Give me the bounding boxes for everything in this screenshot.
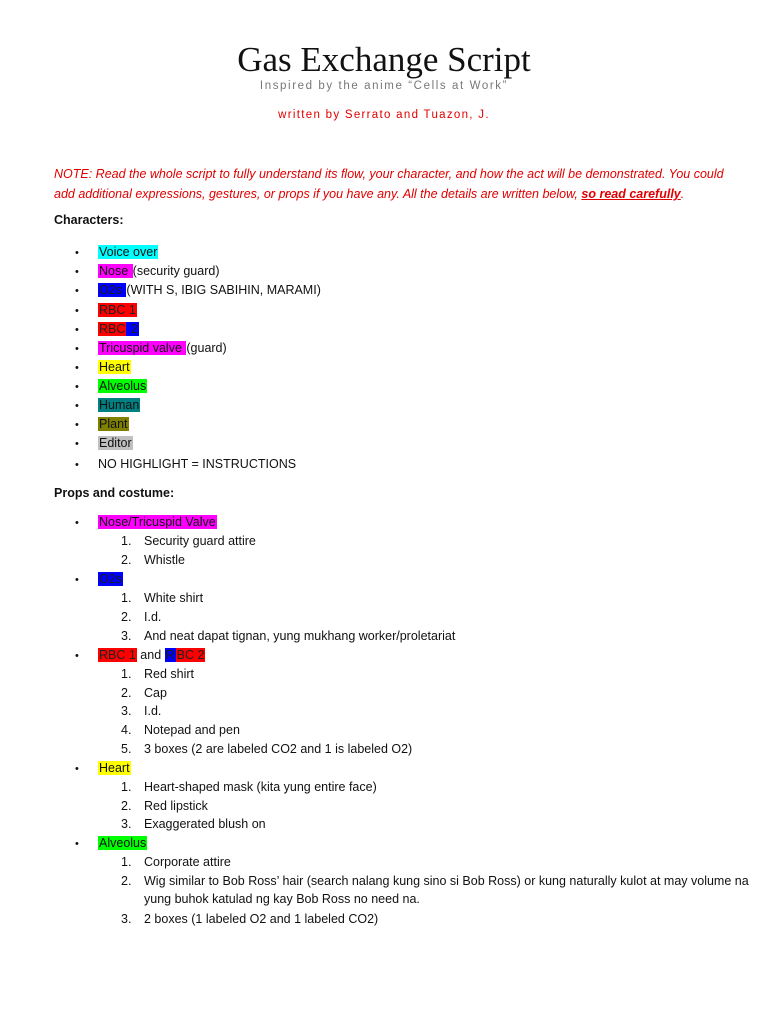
bullet: • xyxy=(75,574,79,586)
list-number: 2. xyxy=(121,610,132,624)
props-heading: Props and costume: xyxy=(54,486,175,500)
list-number: 2. xyxy=(121,874,132,888)
props-item: Notepad and pen xyxy=(144,723,240,737)
props-item: 3 boxes (2 are labeled CO2 and 1 is labeled O2) xyxy=(144,742,413,756)
bullet: • xyxy=(75,650,79,662)
character-item xyxy=(75,415,129,434)
props-group-label: O2s xyxy=(99,572,122,586)
bullet: • xyxy=(75,438,79,450)
props-item: I.d. xyxy=(144,610,162,624)
props-group-joiner: and xyxy=(136,648,165,662)
character-item xyxy=(75,281,321,300)
props-item: Heart-shaped mask (kita yung entire face) xyxy=(144,780,377,794)
bullet: • xyxy=(75,305,79,317)
bullet: • xyxy=(75,517,79,529)
list-number: 3. xyxy=(121,912,132,926)
character-label: Editor xyxy=(99,436,132,450)
document-subtitle: Inspired by the anime “Cells at Work” xyxy=(259,80,509,92)
character-item xyxy=(75,339,227,358)
props-item: Red shirt xyxy=(144,667,195,681)
props-item: White shirt xyxy=(144,591,204,605)
list-number: 4. xyxy=(121,723,132,737)
character-label: NO HIGHLIGHT = INSTRUCTIONS xyxy=(98,457,297,471)
props-item: Corporate attire xyxy=(144,855,231,869)
character-suffix: (WITH S, IBIG SABIHIN, MARAMI) xyxy=(126,283,321,297)
list-number: 3. xyxy=(121,629,132,643)
character-label: O2s xyxy=(99,283,126,297)
props-group-label-2: R BC 2 xyxy=(165,648,205,662)
bullet: • xyxy=(75,763,79,775)
props-group xyxy=(75,834,147,853)
character-label: Nose xyxy=(99,264,132,278)
character-label: Tricuspid valve xyxy=(99,341,186,355)
props-group xyxy=(75,646,205,665)
bullet: • xyxy=(75,419,79,431)
list-number: 1. xyxy=(121,855,132,869)
character-label: Alveolus xyxy=(99,379,147,393)
props-group xyxy=(75,759,131,778)
character-item xyxy=(75,455,296,474)
bullet: • xyxy=(75,285,79,297)
author-byline: written by Serrato and Tuazon, J. xyxy=(278,109,490,121)
props-item: Exaggerated blush on xyxy=(144,817,266,831)
character-label: Voice over xyxy=(99,245,158,259)
character-label-split: RBC 2 xyxy=(99,322,138,336)
bullet: • xyxy=(75,459,79,471)
character-label: RBC 1 xyxy=(99,303,136,317)
note-text: NOTE: Read the whole script to fully understand its flow, your character, and how the act will be demonstrated. You could add additional expressions, gestures, or props if you have any. All the details are written below, xyxy=(54,167,724,201)
characters-heading: Characters: xyxy=(54,213,124,227)
bullet: • xyxy=(75,266,79,278)
character-label: Plant xyxy=(99,417,128,431)
props-item: Security guard attire xyxy=(144,534,256,548)
bullet: • xyxy=(75,324,79,336)
list-number: 1. xyxy=(121,534,132,548)
list-number: 1. xyxy=(121,591,132,605)
bullet: • xyxy=(75,362,79,374)
document-title: Gas Exchange Script xyxy=(237,40,531,79)
props-item: Wig similar to Bob Ross’ hair (search nalang kung sino si Bob Ross) or kung naturally kulot at may volume na yung buhok katulad ng kay Bob Ross no need na. xyxy=(144,874,749,906)
character-label: Human xyxy=(99,398,140,412)
props-group-label: RBC 1 xyxy=(99,648,136,662)
props-group-label: Heart xyxy=(99,761,130,775)
character-item xyxy=(75,377,147,396)
character-item xyxy=(75,396,140,415)
props-group-label: Alveolus xyxy=(99,836,147,850)
bullet: • xyxy=(75,247,79,259)
note-emphasis: so read carefully xyxy=(581,187,681,201)
character-item xyxy=(75,358,131,377)
props-item: Cap xyxy=(144,686,167,700)
list-number: 1. xyxy=(121,780,132,794)
bullet: • xyxy=(75,838,79,850)
character-item xyxy=(75,434,133,453)
props-group xyxy=(75,570,123,589)
note-end: . xyxy=(680,187,685,201)
list-number: 3. xyxy=(121,817,132,831)
props-item: Whistle xyxy=(144,553,185,567)
props-item: Red lipstick xyxy=(144,799,208,813)
character-label: Heart xyxy=(99,360,130,374)
bullet: • xyxy=(75,381,79,393)
character-suffix: (guard) xyxy=(186,341,227,355)
props-item: And neat dapat tignan, yung mukhang worker/proletariat xyxy=(144,629,456,643)
character-item xyxy=(75,301,137,320)
list-number: 3. xyxy=(121,704,132,718)
list-number: 5. xyxy=(121,742,132,756)
character-item xyxy=(75,243,158,262)
list-number: 2. xyxy=(121,686,132,700)
props-group xyxy=(75,513,217,532)
props-item: 2 boxes (1 labeled O2 and 1 labeled CO2) xyxy=(144,912,379,926)
list-number: 2. xyxy=(121,799,132,813)
bullet: • xyxy=(75,343,79,355)
note-paragraph xyxy=(54,164,734,204)
list-number: 1. xyxy=(121,667,132,681)
character-item xyxy=(75,320,139,339)
character-item xyxy=(75,262,220,281)
character-suffix: (security guard) xyxy=(132,264,220,278)
props-item: I.d. xyxy=(144,704,162,718)
bullet: • xyxy=(75,400,79,412)
props-group-label: Nose/Tricuspid Valve xyxy=(99,515,216,529)
list-number: 2. xyxy=(121,553,132,567)
